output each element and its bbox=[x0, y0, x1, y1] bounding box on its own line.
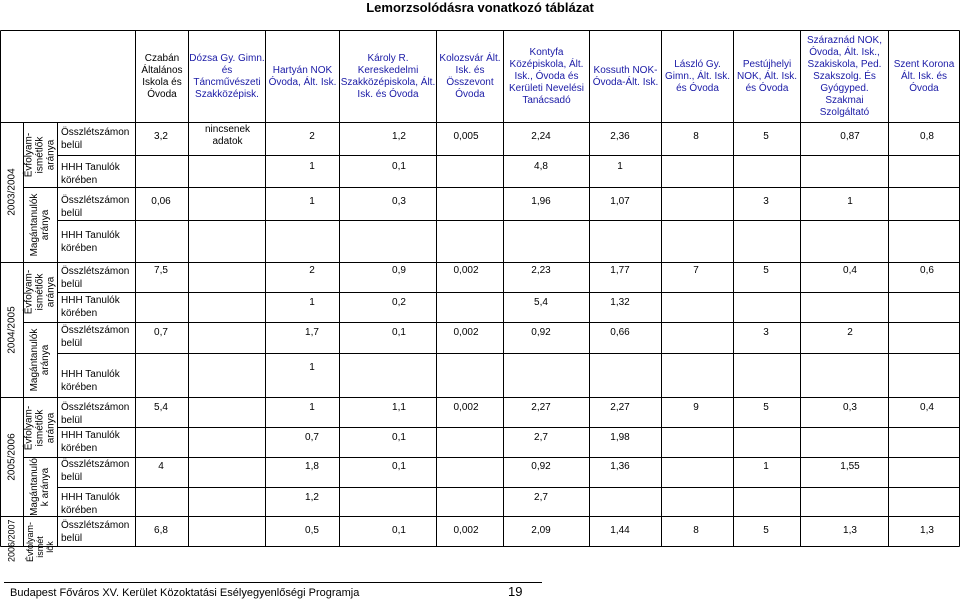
table-cell: 5 bbox=[763, 131, 769, 142]
table-cell: 0,7 bbox=[305, 432, 319, 443]
table-cell: 2,36 bbox=[610, 131, 630, 142]
category-label: Magántanulók aránya bbox=[29, 328, 51, 392]
table-cell: 0,3 bbox=[392, 196, 406, 207]
column-header: Hartyán NOK Óvoda, Ált. Isk. bbox=[268, 64, 337, 88]
table-cell: 2,24 bbox=[531, 131, 551, 142]
table-cell: 1,36 bbox=[610, 461, 630, 472]
table-cell: 9 bbox=[693, 402, 699, 413]
footer-divider bbox=[4, 582, 542, 583]
year-label: 2003/2004 bbox=[6, 168, 18, 216]
page-title: Lemorzsolódásra vonatkozó táblázat bbox=[366, 0, 594, 15]
column-header: Kontyfa Középiskola, Ált. Isk., Óvoda és Kerületi Nevelési Tanácsadó bbox=[508, 46, 585, 106]
table-cell: 1 bbox=[617, 161, 623, 172]
subcategory-label: Összlétszámon belül bbox=[61, 520, 130, 544]
table-cell: 1 bbox=[309, 196, 315, 207]
category-label: Évfolyam-ismétlők aránya bbox=[23, 405, 57, 451]
subcategory-label: Összlétszámon belül bbox=[61, 127, 130, 151]
table-cell: 1,2 bbox=[305, 492, 319, 503]
table-cell: 0,002 bbox=[453, 402, 479, 413]
table-cell: 2,27 bbox=[610, 402, 630, 413]
table-cell: 8 bbox=[693, 525, 699, 536]
category-label: Évfolyam-ismétlők aránya bbox=[23, 269, 57, 315]
subcategory-label: Összlétszámon belül bbox=[61, 459, 130, 483]
table-cell: 0,5 bbox=[305, 525, 319, 536]
table-cell: 1,3 bbox=[843, 525, 857, 536]
table-cell: 5,4 bbox=[534, 297, 548, 308]
table-cell: 0,8 bbox=[920, 131, 934, 142]
no-data-note: nincsenek adatok bbox=[204, 124, 251, 147]
subcategory-label: Összlétszámon belül bbox=[61, 402, 130, 426]
table-cell: 0,2 bbox=[392, 297, 406, 308]
table-cell: 1 bbox=[309, 402, 315, 413]
table-cell: 4,8 bbox=[534, 161, 548, 172]
subcategory-label: Összlétszámon belül bbox=[61, 195, 130, 219]
year-label: 2004/2005 bbox=[6, 306, 18, 354]
table-cell: 2 bbox=[847, 327, 853, 338]
table-cell: 2 bbox=[309, 265, 315, 276]
category-label: Évfolyam-ismétlők aránya bbox=[23, 132, 57, 178]
column-header: Károly R. Kereskedelmi Szakközépiskola, Ált. Isk. és Óvoda bbox=[340, 52, 436, 100]
subcategory-label: HHH Tanulók körében bbox=[61, 369, 120, 393]
table-cell: 0,1 bbox=[392, 525, 406, 536]
table-cell: 5 bbox=[763, 402, 769, 413]
table-cell: 0,66 bbox=[610, 327, 630, 338]
table-cell: 8 bbox=[693, 131, 699, 142]
table-cell: 2,27 bbox=[531, 402, 551, 413]
table-cell: 2,09 bbox=[531, 525, 551, 536]
column-header: Czabán Általános Iskola és Óvoda bbox=[141, 52, 183, 100]
table-cell: 1,3 bbox=[920, 525, 934, 536]
table-cell: 1,1 bbox=[392, 402, 406, 413]
subcategory-label: HHH Tanulók körében bbox=[61, 162, 120, 186]
subcategory-label: HHH Tanulók körében bbox=[61, 295, 120, 319]
table-cell: 7,5 bbox=[154, 265, 168, 276]
table-cell: 3,2 bbox=[154, 131, 168, 142]
subcategory-label: HHH Tanulók körében bbox=[61, 230, 120, 254]
table-cell: 2,7 bbox=[534, 492, 548, 503]
table-cell: 0,1 bbox=[392, 461, 406, 472]
table-cell: 0,1 bbox=[392, 327, 406, 338]
table-cell: 7 bbox=[693, 265, 699, 276]
subcategory-label: HHH Tanulók körében bbox=[61, 492, 120, 516]
table-cell: 0,1 bbox=[392, 432, 406, 443]
subcategory-label: HHH Tanulók körében bbox=[61, 430, 120, 454]
category-label: Évfolyam-ismét lők bbox=[25, 521, 55, 562]
year-label: 2005/2006 bbox=[6, 433, 18, 481]
table-cell: 0,87 bbox=[840, 131, 860, 142]
table-cell: 1,07 bbox=[610, 196, 630, 207]
table-cell: 1,7 bbox=[305, 327, 319, 338]
table-cell: 2,7 bbox=[534, 432, 548, 443]
table-cell: 1 bbox=[763, 461, 769, 472]
page-number: 19 bbox=[508, 584, 523, 599]
category-label: Magántanulók aránya bbox=[29, 193, 51, 257]
table-cell: 0,4 bbox=[843, 265, 857, 276]
table-cell: 3 bbox=[763, 327, 769, 338]
table-cell: 0,92 bbox=[531, 461, 551, 472]
table-cell: 0,7 bbox=[154, 327, 168, 338]
table-cell: 1,98 bbox=[610, 432, 630, 443]
footer-text: Budapest Főváros XV. Kerület Közoktatási Esélyegyenlőségi Programja bbox=[10, 587, 360, 599]
table-cell: 0,9 bbox=[392, 265, 406, 276]
table-cell: 1,44 bbox=[610, 525, 630, 536]
table-cell: 0,06 bbox=[151, 196, 171, 207]
table-cell: 1 bbox=[309, 362, 315, 373]
table-cell: 0,005 bbox=[453, 131, 479, 142]
table-cell: 1 bbox=[309, 297, 315, 308]
table-cell: 3 bbox=[763, 196, 769, 207]
table-cell: 0,4 bbox=[920, 402, 934, 413]
table-cell: 1,96 bbox=[531, 196, 551, 207]
table-cell: 1,2 bbox=[392, 131, 406, 142]
table-cell: 1,77 bbox=[610, 265, 630, 276]
table-cell: 2,23 bbox=[531, 265, 551, 276]
table-cell: 0,92 bbox=[531, 327, 551, 338]
table-cell: 5,4 bbox=[154, 402, 168, 413]
table-cell: 6,8 bbox=[154, 525, 168, 536]
column-header: László Gy. Gimn., Ált. Isk. és Óvoda bbox=[664, 58, 730, 94]
table-cell: 2 bbox=[309, 131, 315, 142]
table-cell: 5 bbox=[763, 265, 769, 276]
column-header: Pestújhelyi NOK, Ált. Isk. és Óvoda bbox=[736, 58, 797, 94]
table-cell: 0,3 bbox=[843, 402, 857, 413]
column-header: Kolozsvár Ált. Isk. és Összevont Óvoda bbox=[439, 52, 501, 100]
table-cell: 0,002 bbox=[453, 525, 479, 536]
table-cell: 5 bbox=[763, 525, 769, 536]
year-label: 2006/2007 bbox=[6, 519, 17, 562]
category-label: Magántanuló k aránya bbox=[29, 458, 51, 516]
table-cell: 1 bbox=[309, 161, 315, 172]
table-cell: 0,6 bbox=[920, 265, 934, 276]
table-cell: 4 bbox=[158, 461, 164, 472]
column-header: Száraznád NOK, Óvoda, Ált. Isk., Szakiskola, Ped. Szakszolg. És Gyógyped. Szakmai Szolgáltató bbox=[806, 34, 883, 118]
subcategory-label: Összlétszámon belül bbox=[61, 266, 130, 290]
column-header: Dózsa Gy. Gimn. és Táncművészeti Szakközépisk. bbox=[189, 52, 265, 100]
column-header: Szent Korona Ált. Isk. és Óvoda bbox=[893, 58, 955, 94]
table-cell: 1,55 bbox=[840, 461, 860, 472]
table-cell: 0,1 bbox=[392, 161, 406, 172]
column-header: Kossuth NOK-Óvoda-Ált. Isk. bbox=[592, 64, 659, 88]
subcategory-label: Összlétszámon belül bbox=[61, 325, 130, 349]
table-cell: 1 bbox=[847, 196, 853, 207]
table-cell: 1,8 bbox=[305, 461, 319, 472]
table-cell: 0,002 bbox=[453, 327, 479, 338]
table-cell: 1,32 bbox=[610, 297, 630, 308]
table-cell: 0,002 bbox=[453, 265, 479, 276]
